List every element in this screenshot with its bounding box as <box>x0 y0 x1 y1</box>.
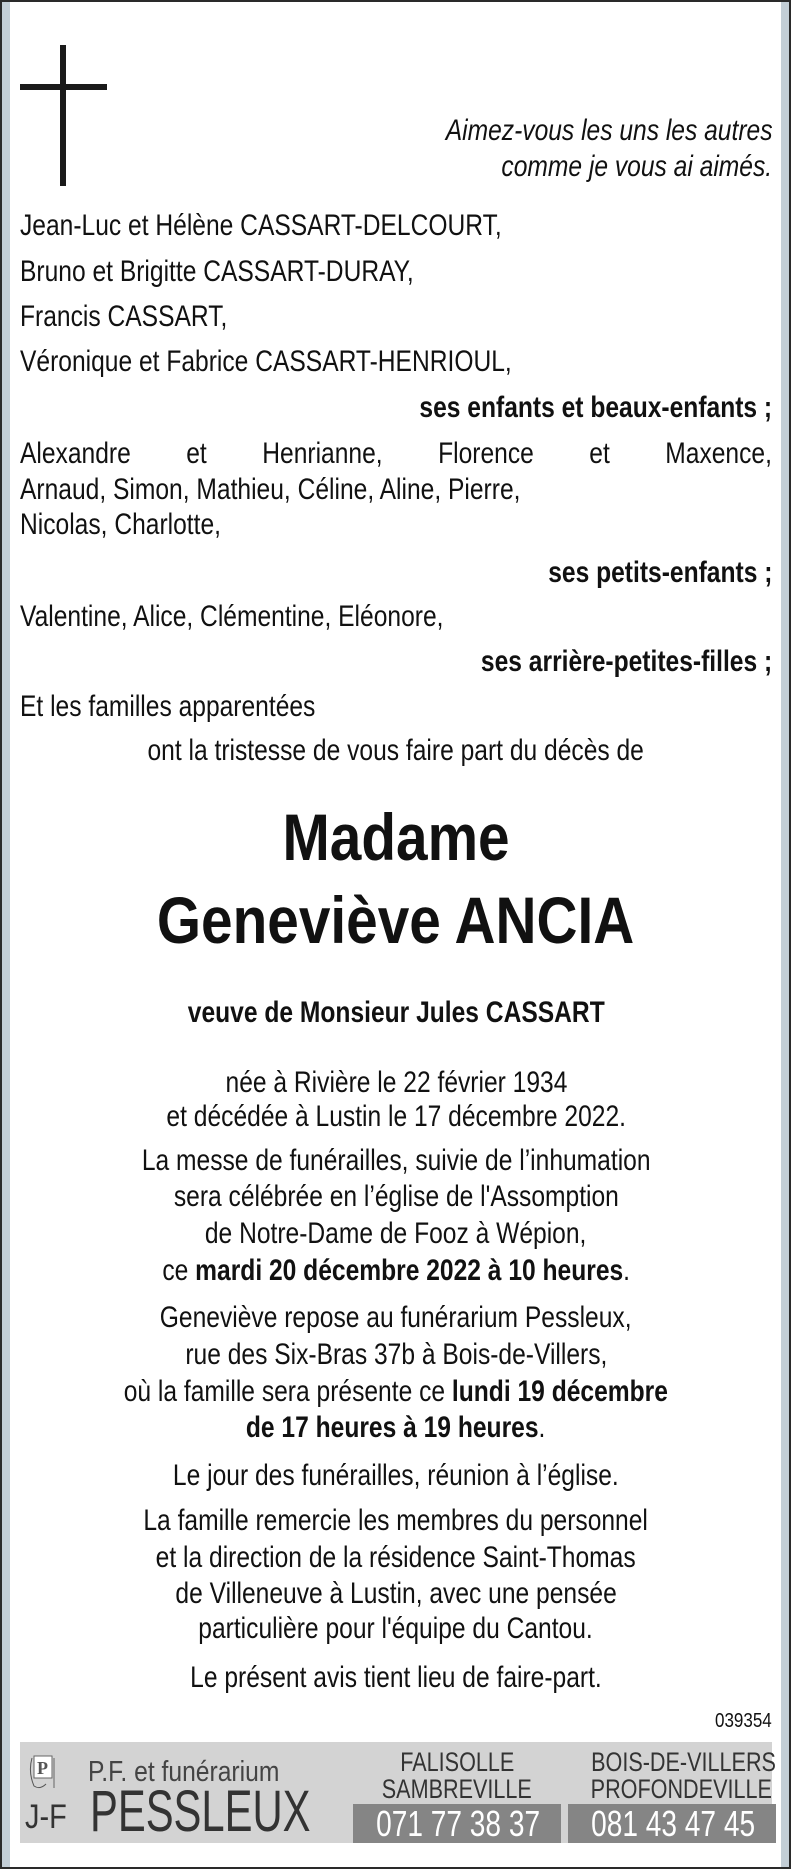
grandchild-line <box>20 505 772 545</box>
label-text: ses arrière-petites-filles ; <box>480 645 772 678</box>
location-1-line-2 <box>353 1775 561 1803</box>
funeral-home-logo-icon <box>26 1754 62 1790</box>
meeting-text: Le jour des funérailles, réunion à l’église. <box>173 1459 619 1492</box>
grandchild-line <box>20 470 772 510</box>
quote-text: Aimez-vous les uns les autres <box>445 114 772 147</box>
great-grandchild-names: Valentine, Alice, Clémentine, Eléonore, <box>20 600 444 633</box>
rest-text: rue des Six-Bras 37b à Bois-de-Villers, <box>184 1338 608 1371</box>
visit-line <box>20 1372 772 1412</box>
widow-of <box>20 993 772 1033</box>
child-line <box>20 342 772 382</box>
frame-band-right <box>781 2 789 1867</box>
location-text: FALISOLLE <box>399 1747 515 1777</box>
widow-text: veuve de Monsieur Jules CASSART <box>187 996 605 1029</box>
location-text: SAMBREVILLE <box>381 1774 533 1804</box>
visit-hours-wrap <box>246 1408 545 1448</box>
funeral-home-subtitle: P.F. et funérarium <box>88 1756 280 1788</box>
thanks-text: et la direction de la résidence Saint-Thomas <box>156 1541 636 1574</box>
funeral-home-banner <box>20 1742 776 1844</box>
thanks-line <box>20 1538 772 1578</box>
visit-hours: de 17 heures à 19 heures <box>246 1411 539 1444</box>
mass-text: sera célébrée en l’église de l'Assomption <box>173 1180 619 1213</box>
period: . <box>622 1254 630 1287</box>
families-line <box>20 687 772 727</box>
closing-line <box>20 1658 772 1698</box>
quote-line-2 <box>20 147 772 187</box>
location-2-line-2 <box>568 1775 776 1803</box>
great-grandchildren-label <box>20 642 772 682</box>
grandchild-names: Alexandre et Henrianne, Florence et Maxence, <box>20 437 772 470</box>
grandchildren-label <box>20 553 772 593</box>
mass-line <box>20 1214 772 1254</box>
frame-band-left <box>2 2 10 1867</box>
mass-date-wrap <box>162 1251 630 1291</box>
mass-line <box>20 1141 772 1181</box>
announcement-text: ont la tristesse de vous faire part du décès de <box>147 734 645 767</box>
location-2-line-1 <box>568 1748 776 1776</box>
visit-date: lundi 19 décembre <box>452 1375 669 1408</box>
deceased-name <box>20 880 772 960</box>
rest-line <box>20 1298 772 1338</box>
title-text: Madame <box>282 800 510 874</box>
thanks-text: de Villeneuve à Lustin, avec une pensée <box>175 1577 617 1610</box>
grandchild-line <box>20 434 772 474</box>
location-text: PROFONDEVILLE <box>590 1774 772 1804</box>
visit-wrap <box>124 1372 668 1412</box>
child-name: Francis CASSART, <box>20 300 228 333</box>
funeral-home-brand: PESSLEUX <box>90 1779 311 1844</box>
thanks-line <box>20 1501 772 1541</box>
label-text: ses petits-enfants ; <box>547 556 772 589</box>
child-line <box>20 206 772 246</box>
child-line <box>20 297 772 337</box>
mass-date-line <box>20 1251 772 1291</box>
families-text: Et les familles apparentées <box>20 690 316 723</box>
meeting-line <box>20 1456 772 1496</box>
reference-number: 039354 <box>715 1710 772 1732</box>
thanks-text: La famille remercie les membres du personnel <box>143 1504 649 1537</box>
closing-text: Le présent avis tient lieu de faire-part. <box>190 1661 602 1694</box>
phone-number[interactable]: 071 77 38 37 <box>376 1803 541 1844</box>
mass-text: La messe de funérailles, suivie de l’inhumation <box>141 1144 651 1177</box>
name-text: Geneviève ANCIA <box>157 883 635 957</box>
visit-prefix: où la famille sera présente ce <box>123 1375 453 1408</box>
thanks-text: particulière pour l'équipe du Cantou. <box>198 1612 594 1645</box>
label-text: ses enfants et beaux-enfants ; <box>419 391 772 424</box>
child-name: Bruno et Brigitte CASSART-DURAY, <box>20 255 414 288</box>
location-text: BOIS-DE-VILLERS <box>591 1747 776 1777</box>
rest-text: Geneviève repose au funérarium Pessleux, <box>160 1301 632 1334</box>
phone-bois-de-villers[interactable] <box>568 1804 776 1843</box>
child-name: Véronique et Fabrice CASSART-HENRIOUL, <box>20 345 512 378</box>
funeral-home-prefix: J-F <box>25 1798 67 1836</box>
thanks-line <box>20 1574 772 1614</box>
mass-line <box>20 1177 772 1217</box>
cross-horizontal <box>20 84 107 90</box>
announcement-line <box>20 731 772 771</box>
death-line <box>20 1097 772 1137</box>
thanks-line <box>20 1609 772 1649</box>
mass-date-prefix: ce <box>162 1254 195 1287</box>
grandchild-names: Arnaud, Simon, Mathieu, Céline, Aline, Pierre, <box>20 473 521 506</box>
visit-hours-line <box>20 1408 772 1448</box>
mass-date: mardi 20 décembre 2022 à 10 heures <box>194 1254 623 1287</box>
mass-text: de Notre-Dame de Fooz à Wépion, <box>205 1217 587 1250</box>
quote-line-1 <box>20 111 772 151</box>
period: . <box>538 1411 546 1444</box>
grandchild-names: Nicolas, Charlotte, <box>20 508 221 541</box>
death-text: et décédée à Lustin le 17 décembre 2022. <box>166 1100 626 1133</box>
phone-falisolle[interactable] <box>353 1804 561 1843</box>
child-line <box>20 252 772 292</box>
phone-number[interactable]: 081 43 47 45 <box>591 1803 756 1844</box>
children-label <box>20 388 772 428</box>
birth-text: née à Rivière le 22 février 1934 <box>225 1066 567 1099</box>
quote-text: comme je vous ai aimés. <box>501 150 772 183</box>
deceased-title <box>20 797 772 877</box>
rest-line <box>20 1335 772 1375</box>
location-1-line-1 <box>353 1748 561 1776</box>
great-grandchildren-line <box>20 597 772 637</box>
child-name: Jean-Luc et Hélène CASSART-DELCOURT, <box>20 209 502 242</box>
svg-text:P: P <box>37 1758 48 1778</box>
